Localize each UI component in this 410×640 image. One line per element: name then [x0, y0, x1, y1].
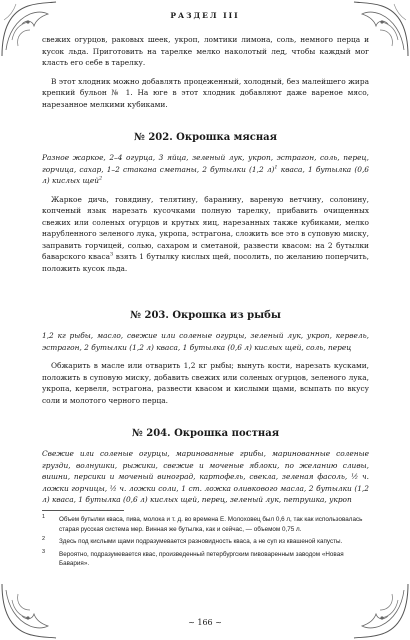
- footnote-marker: 3: [109, 251, 114, 258]
- method-text: Жаркое дичь, говядину, телятину, баранину, вареную ветчину, солонину, копченый язык нарезать кусочками полную тарелку, прибавить очищенных свежих или соленых огурцов и крутых яиц, нарезанных также кубиками, мелко нарубленного зеленого лука, укропа, эстрагона, сложить все это в суповую миску, заправить горчицей, солью, сахаром и сметаной, развести квасом: на 2 бутылки баварского кваса: [42, 194, 369, 261]
- footnote-marker: 2: [99, 175, 103, 182]
- recipe-ingredients: [42, 152, 369, 187]
- footnotes: [42, 515, 369, 572]
- corner-ornament-icon: [0, 582, 58, 640]
- footnote-number: 3: [42, 548, 46, 555]
- footnote-number: 1: [42, 514, 46, 520]
- recipe-title: № 202. Окрошка мясная: [133, 132, 278, 143]
- footnote-text: Объем бутылки кваса, пива, молока и т. д. во времена Е. Молоховец был 0,6 л, так как использовалась старая русская система мер. Винная же бутылка, как и сейчас, — объемом 0,75 л.: [59, 516, 363, 533]
- recipe-ingredients: 1,2 кг рыбы, масло, свежие или соленые огурцы, зеленый лук, укроп, кервель, эстрагон, 2 бутылки (1,2 л) кваса, 1 бутылка (0,6 л) кислых щей, соль, перец: [42, 331, 369, 352]
- footnote-text: Здесь под кислыми щами подразумевается разновидность кваса, а не суп из квашеной капусты.: [59, 538, 343, 545]
- corner-ornament-icon: [352, 582, 410, 640]
- footnote-number: 2: [42, 536, 46, 542]
- recipe-method: [42, 194, 369, 275]
- running-head: РАЗДЕЛ III: [170, 11, 240, 20]
- recipe-title: № 204. Окрошка постная: [131, 428, 280, 439]
- page-content: [42, 34, 369, 506]
- page-number: ~ 166 ~: [188, 618, 222, 627]
- footnote: [42, 550, 369, 569]
- footnote-text: Вероятно, подразумевается квас, произведенный петербургским пивоваренным заводом «Новая Бавария».: [59, 550, 344, 567]
- method-text: взять 1 бутылку кислых щей, посолить, по желанию поперчить, положить кусок льда.: [42, 252, 369, 273]
- footnote-marker: 1: [274, 164, 278, 171]
- footnote: [42, 515, 369, 534]
- ingredients-text: Разное жаркое, 2–4 огурца, 3 яйца, зеленый лук, укроп, эстрагон, соль, перец, горчица, сахар, 1–2 стакана сметаны, 2 бутылки (1,2 л): [42, 153, 369, 174]
- ingredients-text: кваса, 1 бутылка (0,6 л) кислых щей: [42, 164, 369, 185]
- footnote-divider: [42, 510, 124, 511]
- recipe-ingredients: Свежие или соленые огурцы, маринованные грибы, маринованные соленые грузди, волнушки, рыжики, свежие и моченые яблоки, по желанию сливы, вишни, персики и моченый виноград, картофель, свекла, зеленая фасоль, ½ ч. ложки горчицы, ½ ч. ложки соли, 1 ст. ложка оливкового масла, 2 бутылки (1,2 л) кваса, 1 бутылка (0,6 л) кислых щей, перец, зеленый лук, петрушка, укроп: [42, 449, 369, 504]
- footnote: [42, 537, 369, 547]
- recipe-method: Обжарить в масле или отварить 1,2 кг рыбы; вынуть кости, нарезать кусками, положить в суповую миску, добавить свежих или соленых огурцов, зеленого лука, укропа, кервеля, эстрагона, развести квасом и кислыми щами, всыпать по вкусу соли и молотого черного перца.: [42, 361, 369, 405]
- recipe-title: № 203. Окрошка из рыбы: [130, 310, 281, 321]
- paragraph: свежих огурцов, раковых шеек, укроп, ломтики лимона, соль, немного перца и кусок льда. Приготовить на тарелке мелко наколотый лед, чтобы каждый мог класть его себе в тарелку.: [42, 35, 369, 67]
- paragraph: В этот хлодник можно добавлять процеженный, холодный, без малейшего жира крепкий бульон № 1. На юге в этот хлодник добавляют даже вареное мясо, нарезанное мелкими кубиками.: [42, 76, 369, 109]
